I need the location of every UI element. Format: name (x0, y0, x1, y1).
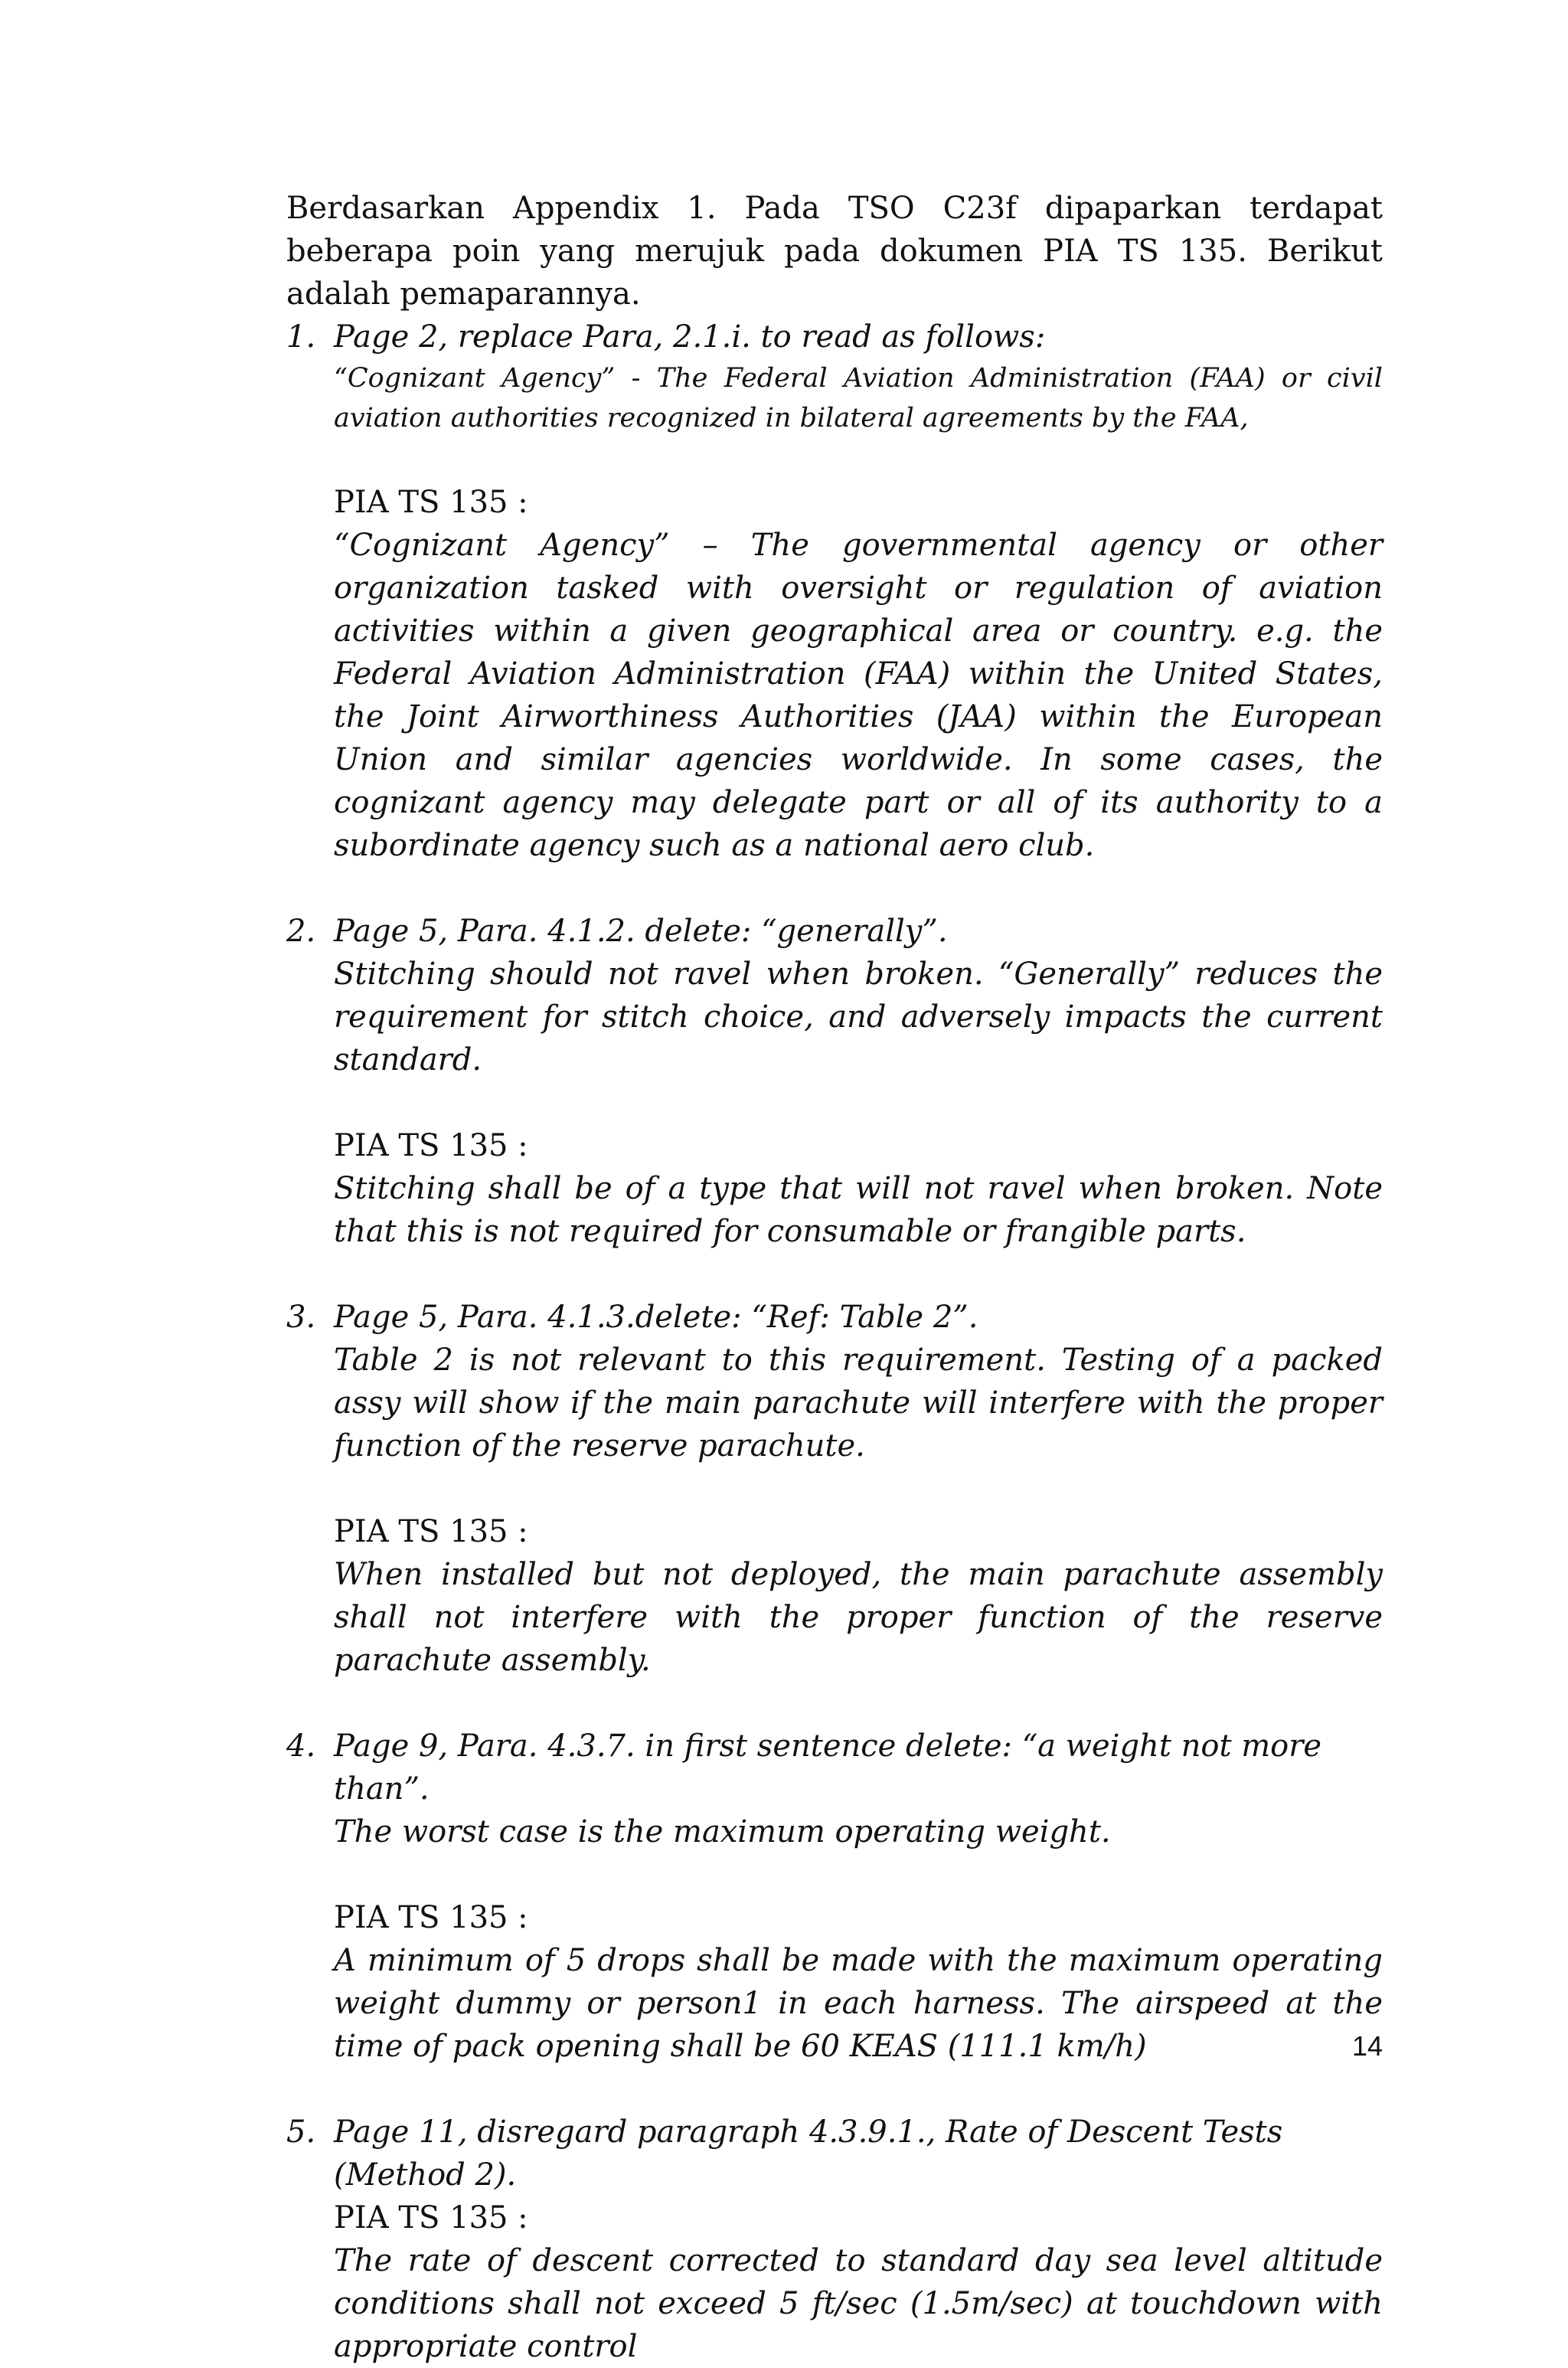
item-reference-label: PIA TS 135 : (334, 2200, 528, 2236)
item-comment: The worst case is the maximum operating weight. (334, 1814, 1111, 1850)
item-heading: Page 9, Para. 4.3.7. in first sentence delete: “a weight not more than”. (334, 1729, 1322, 1807)
list-item (286, 910, 1383, 1253)
item-comment: Table 2 is not relevant to this requirement. Testing of a packed assy will show if the main parachute will interfere with the proper function of the reserve parachute. (334, 1343, 1383, 1464)
item-reference-label: PIA TS 135 : (334, 485, 528, 520)
list-number: 4. (286, 1729, 316, 1764)
item-reference-label: PIA TS 135 : (334, 1128, 528, 1163)
item-quote: “Cognizant Agency” - The Federal Aviation Administration (FAA) or civil aviation authorities recognized in bilateral agreements by the FAA, (334, 363, 1383, 433)
item-reference-text: When installed but not deployed, the main parachute assembly shall not interfere with the proper function of the reserve parachute assembly. (334, 1557, 1383, 1678)
item-reference-text: Stitching shall be of a type that will not ravel when broken. Note that this is not required for consumable or frangible parts. (334, 1171, 1383, 1249)
item-reference-label: PIA TS 135 : (334, 1514, 528, 1549)
intro-paragraph: Berdasarkan Appendix 1. Pada TSO C23f dipaparkan terdapat beberapa poin yang merujuk pada dokumen PIA TS 135. Berikut adalah pemaparannya. (286, 191, 1383, 312)
list-number: 1. (286, 319, 316, 355)
item-reference-text: The rate of descent corrected to standard day sea level altitude conditions shall not exceed 5 ft/sec (1.5m/sec) at touchdown with appropriate control (334, 2243, 1383, 2364)
list-number: 5. (286, 2115, 316, 2150)
item-heading: Page 11, disregard paragraph 4.3.9.1., Rate of Descent Tests (Method 2). (334, 2115, 1283, 2193)
list-number: 2. (286, 914, 316, 949)
item-heading: Page 5, Para. 4.1.2. delete: “generally”. (334, 914, 948, 949)
page-number: 14 (1352, 2030, 1383, 2062)
list-item (286, 2111, 1383, 2368)
item-reference-text: “Cognizant Agency” – The governmental agency or other organization tasked with oversight or regulation of aviation activities within a given geographical area or country. e.g. the Federal Aviation Administration (FAA) within the United States, the Joint Airworthiness Authorities (JAA) within the European Union and similar agencies worldwide. In some cases, the cognizant agency may delegate part or all of its authority to a subordinate agency such as a national aero club. (334, 528, 1383, 863)
list-item (286, 1296, 1383, 1682)
list-number: 3. (286, 1300, 316, 1335)
item-reference-label: PIA TS 135 : (334, 1900, 528, 1935)
item-reference-text: A minimum of 5 drops shall be made with the maximum operating weight dummy or person1 in each harness. The airspeed at the time of pack opening shall be 60 KEAS (111.1 km/h) (334, 1943, 1383, 2064)
item-comment: Stitching should not ravel when broken. “Generally” reduces the requirement for stitch choice, and adversely impacts the current standard. (334, 957, 1383, 1078)
document-body (286, 187, 1383, 2368)
list-item (286, 316, 1383, 867)
item-heading: Page 5, Para. 4.1.3.delete: “Ref: Table 2”. (334, 1300, 978, 1335)
item-heading: Page 2, replace Para, 2.1.i. to read as follows: (334, 319, 1046, 355)
list-item (286, 1725, 1383, 2068)
